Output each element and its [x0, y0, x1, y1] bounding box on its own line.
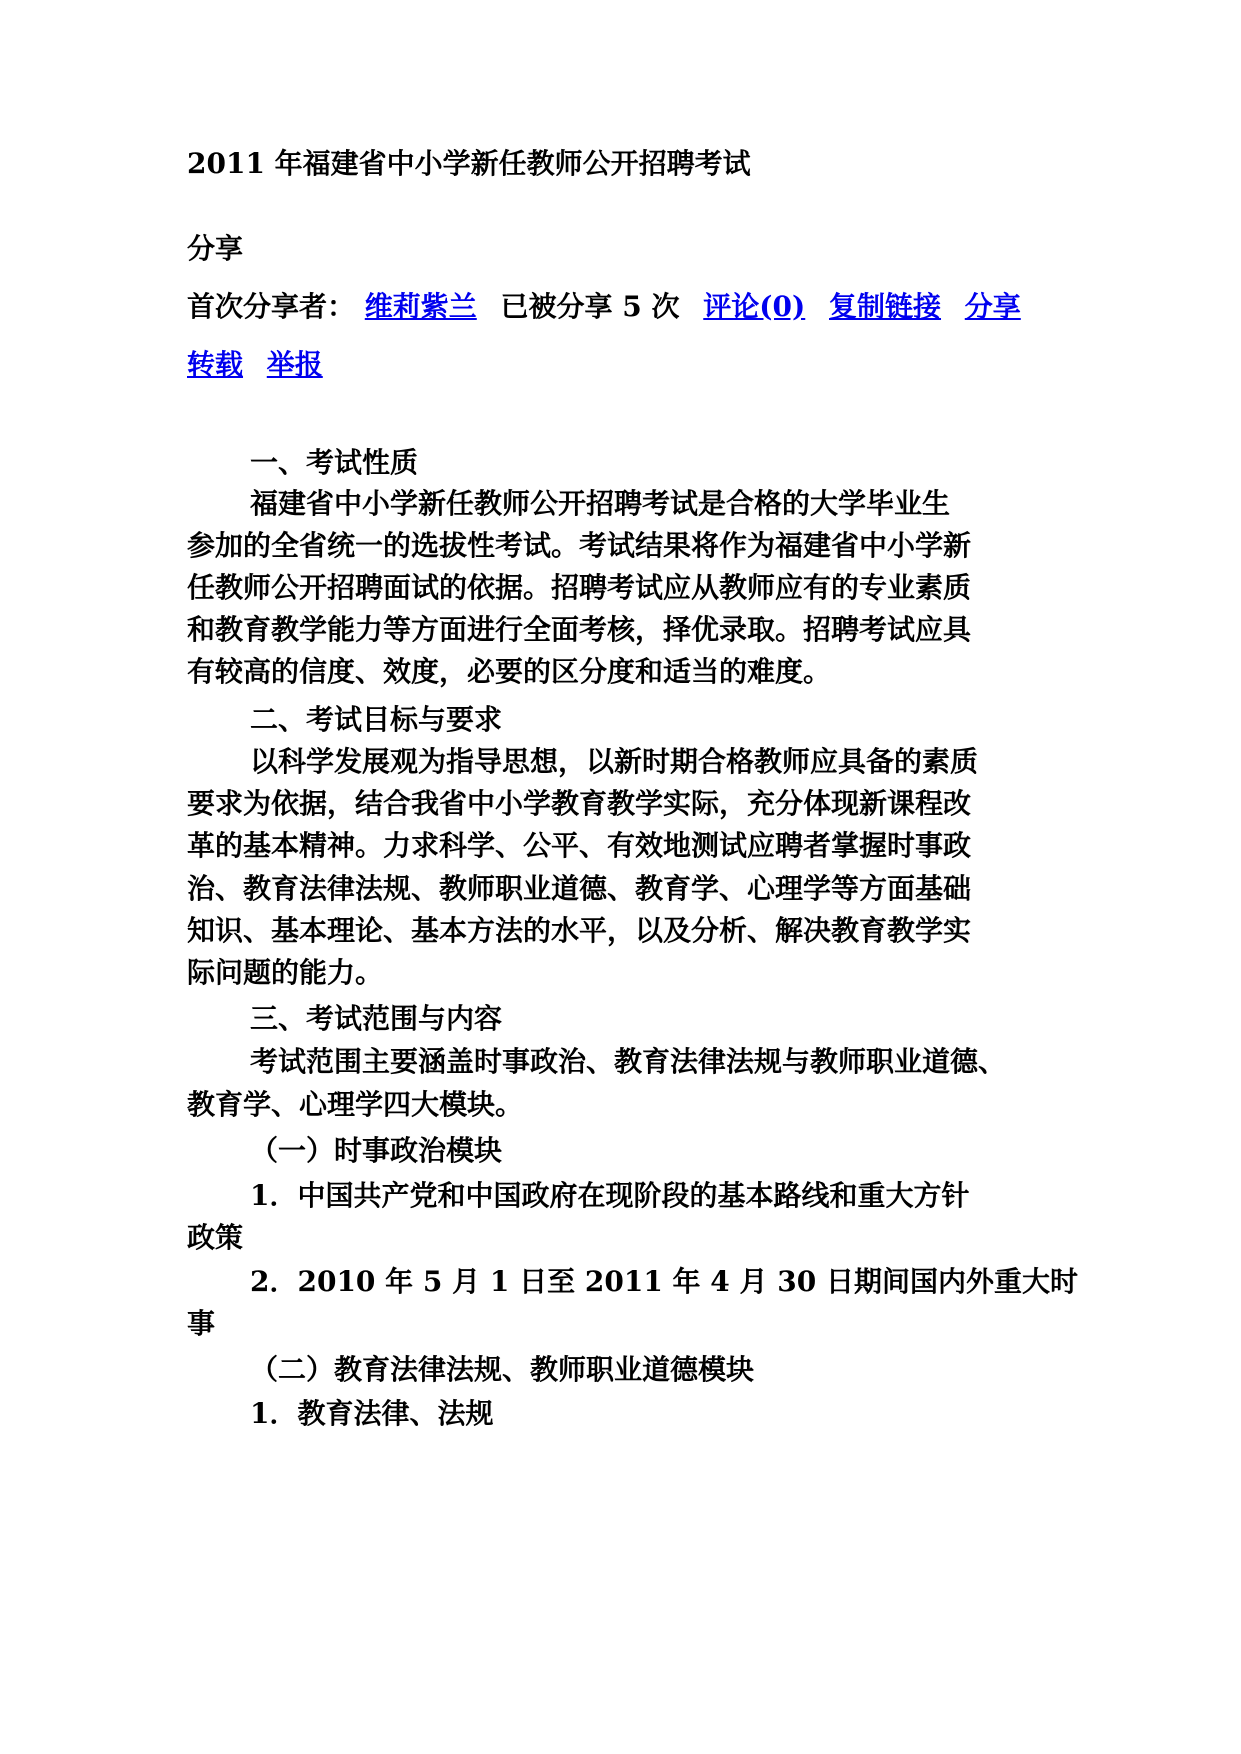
first-sharer-link[interactable]: 维莉紫兰: [364, 290, 477, 323]
list-item-line: 事: [187, 1307, 216, 1340]
paragraph-line: 治、教育法律法规、教师职业道德、教育学、心理学等方面基础: [187, 872, 972, 905]
shared-count: 已被分享 5 次: [500, 290, 680, 323]
paragraph-line: 考试范围主要涵盖时事政治、教育法律法规与教师职业道德、: [250, 1045, 1007, 1078]
module-2-heading: （二）教育法律法规、教师职业道德模块: [250, 1353, 755, 1386]
paragraph-line: 参加的全省统一的选拔性考试。考试结果将作为福建省中小学新: [187, 529, 972, 562]
paragraph-line: 有较高的信度、效度，必要的区分度和适当的难度。: [187, 655, 832, 688]
paragraph-line: 际问题的能力。: [187, 956, 384, 989]
paragraph-line: 要求为依据，结合我省中小学教育教学实际，充分体现新课程改: [187, 787, 972, 820]
section-1-heading: 一、考试性质: [250, 446, 419, 479]
share-info-row: [187, 289, 1021, 325]
copy-link-link[interactable]: 复制链接: [829, 290, 942, 323]
section-3-heading: 三、考试范围与内容: [250, 1002, 503, 1035]
paragraph-line: 教育学、心理学四大模块。: [187, 1088, 524, 1121]
paragraph-line: 福建省中小学新任教师公开招聘考试是合格的大学毕业生: [250, 487, 951, 520]
list-item-line: 政策: [187, 1221, 244, 1254]
share-link[interactable]: 分享: [964, 290, 1021, 323]
repost-link[interactable]: 转载: [187, 348, 244, 381]
section-2-heading: 二、考试目标与要求: [250, 703, 503, 736]
share-heading: 分享: [187, 232, 244, 265]
action-links-row: [187, 347, 323, 383]
report-link[interactable]: 举报: [266, 348, 323, 381]
module-1-heading: （一）时事政治模块: [250, 1134, 503, 1167]
paragraph-line: 知识、基本理论、基本方法的水平，以及分析、解决教育教学实: [187, 914, 972, 947]
list-item-line: 2．2010 年 5 月 1 日至 2011 年 4 月 30 日期间国内外重大时: [250, 1265, 1078, 1298]
paragraph-line: 以科学发展观为指导思想，以新时期合格教师应具备的素质: [250, 745, 979, 778]
list-item-line: 1．中国共产党和中国政府在现阶段的基本路线和重大方针: [250, 1179, 970, 1212]
paragraph-line: 革的基本精神。力求科学、公平、有效地测试应聘者掌握时事政: [187, 829, 972, 862]
first-sharer-label: 首次分享者：: [187, 290, 356, 323]
document-title: 2011 年福建省中小学新任教师公开招聘考试: [187, 147, 751, 180]
list-item-line: 1．教育法律、法规: [250, 1397, 494, 1430]
paragraph-line: 和教育教学能力等方面进行全面考核，择优录取。招聘考试应具: [187, 613, 972, 646]
paragraph-line: 任教师公开招聘面试的依据。招聘考试应从教师应有的专业素质: [187, 571, 972, 604]
comment-link[interactable]: 评论(0): [703, 290, 806, 323]
